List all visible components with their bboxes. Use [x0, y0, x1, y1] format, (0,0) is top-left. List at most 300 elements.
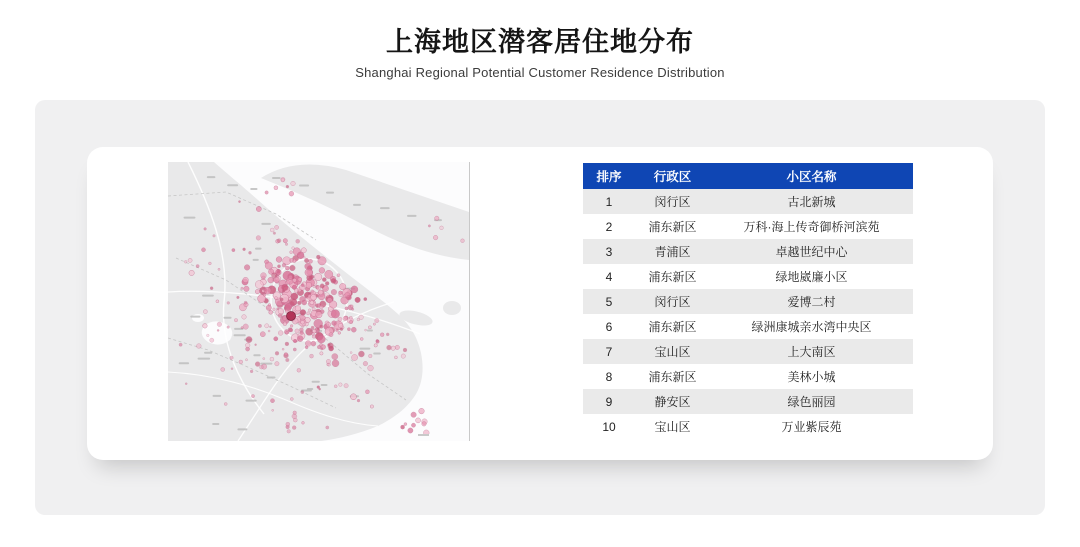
map-density-dot: [319, 305, 323, 309]
map-density-dot: [386, 333, 389, 336]
map-density-dot: [231, 368, 233, 370]
map-density-dot: [217, 329, 219, 331]
map-density-dot: [435, 216, 439, 220]
map-density-dot: [286, 185, 289, 188]
map-density-dot: [293, 339, 297, 343]
ranking-table: [583, 163, 913, 439]
map-density-dot: [275, 351, 279, 355]
map-density-dot: [316, 286, 320, 290]
map-town-label: [299, 184, 309, 186]
map-density-dot: [274, 337, 278, 341]
map-density-dot: [326, 322, 331, 327]
community-cell: 万业紫辰苑: [710, 414, 913, 439]
map-density-dot: [335, 329, 338, 332]
map-density-dot: [303, 256, 305, 258]
map-density-dot: [331, 289, 337, 295]
map-density-dot: [273, 308, 276, 311]
map-density-dot: [365, 390, 369, 394]
map-density-dot: [339, 291, 343, 295]
map-density-dot: [352, 308, 354, 310]
map-density-dot: [312, 332, 315, 335]
map-density-dot: [207, 334, 210, 337]
map-density-dot: [227, 302, 230, 305]
map-density-dot: [281, 178, 285, 182]
map-density-dot: [351, 394, 357, 400]
map-density-dot: [391, 346, 395, 350]
table-row: [583, 264, 913, 289]
map-density-dot: [290, 398, 293, 401]
map-hotspot-marker: [287, 312, 296, 321]
community-cell: 绿洲康城亲水湾中央区: [710, 314, 913, 339]
district-cell: 宝山区: [635, 414, 710, 439]
map-density-dot: [309, 259, 313, 263]
community-cell: 美林小城: [710, 364, 913, 389]
community-cell: 绿色丽园: [710, 389, 913, 414]
content-card: [87, 147, 993, 460]
map-density-dot: [256, 206, 261, 211]
map-town-label: [223, 317, 231, 319]
map-density-dot: [316, 312, 322, 318]
map-density-dot: [203, 324, 208, 329]
map-density-dot: [394, 356, 397, 359]
map-density-dot: [370, 405, 373, 408]
map-density-dot: [322, 278, 326, 282]
map-density-dot: [306, 297, 310, 301]
map-density-dot: [298, 277, 302, 281]
map-density-dot: [285, 342, 289, 346]
map-density-dot: [302, 325, 304, 327]
map-town-label: [250, 188, 257, 190]
map-density-dot: [401, 425, 405, 429]
community-cell: 万科·海上传奇御桥河滨苑: [710, 214, 913, 239]
page-title: 上海地区潜客居住地分布: [386, 27, 694, 57]
map-density-dot: [294, 288, 298, 292]
map-town-label: [227, 184, 238, 186]
map-density-dot: [218, 268, 220, 270]
map-density-dot: [300, 310, 306, 316]
map-density-dot: [188, 258, 192, 262]
map-pond: [192, 314, 204, 322]
map-density-dot: [184, 260, 187, 263]
map-town-label: [373, 353, 381, 355]
map-density-dot: [319, 388, 321, 390]
map-density-dot: [343, 316, 347, 320]
map-density-dot: [196, 344, 201, 349]
map-density-dot: [401, 354, 405, 358]
rank-cell: 8: [583, 364, 635, 389]
map-density-dot: [422, 422, 427, 427]
map-density-dot: [302, 421, 305, 424]
map-density-dot: [288, 275, 292, 279]
map-density-dot: [243, 248, 246, 251]
map-density-dot: [461, 239, 465, 243]
map-density-dot: [275, 225, 279, 229]
map-density-dot: [310, 301, 314, 305]
map-density-dot: [368, 326, 371, 329]
map-density-dot: [287, 430, 291, 434]
map-density-dot: [243, 324, 248, 329]
map-density-dot: [325, 282, 329, 286]
map-density-dot: [250, 370, 253, 373]
map-density-dot: [293, 418, 297, 422]
map-density-dot: [375, 318, 379, 322]
map-density-dot: [433, 235, 438, 240]
content-panel: [35, 100, 1045, 515]
rank-cell: 4: [583, 264, 635, 289]
map-density-dot: [275, 362, 279, 366]
rank-cell: 1: [583, 189, 635, 214]
map-density-dot: [301, 320, 305, 324]
map-town-label: [213, 395, 222, 397]
map-town-label: [207, 176, 216, 178]
map-density-dot: [347, 295, 352, 300]
map-density-dot: [330, 301, 337, 308]
district-cell: 静安区: [635, 389, 710, 414]
map-density-dot: [274, 297, 277, 300]
map-density-dot: [238, 201, 240, 203]
map-density-dot: [319, 268, 325, 274]
map-town-label: [204, 352, 212, 354]
map-density-dot: [416, 418, 421, 423]
map-density-dot: [326, 426, 329, 429]
district-cell: 浦东新区: [635, 314, 710, 339]
map-density-dot: [320, 325, 323, 328]
map-density-dot: [320, 352, 323, 355]
map-density-dot: [411, 412, 416, 417]
map-density-dot: [270, 228, 274, 232]
map-density-dot: [295, 329, 299, 333]
map-density-dot: [203, 310, 207, 314]
map-density-dot: [263, 288, 266, 291]
map-density-dot: [255, 362, 260, 367]
map-town-label: [407, 215, 417, 217]
map-density-dot: [305, 263, 311, 269]
map-density-dot: [270, 399, 274, 403]
map-density-dot: [301, 391, 304, 394]
map-density-dot: [411, 423, 415, 427]
community-cell: 上大南区: [710, 339, 913, 364]
map-density-dot: [255, 281, 263, 289]
map-density-dot: [277, 239, 281, 243]
map-density-dot: [338, 332, 341, 335]
map-density-dot: [351, 327, 356, 332]
map-density-dot: [419, 408, 425, 414]
map-density-dot: [358, 351, 364, 357]
map-density-dot: [256, 236, 261, 241]
map-density-dot: [305, 341, 311, 347]
map-density-dot: [285, 266, 289, 270]
map-density-dot: [316, 255, 320, 259]
map-density-dot: [179, 343, 182, 346]
map-density-dot: [297, 368, 301, 372]
map-density-dot: [241, 287, 244, 290]
map-density-dot: [245, 343, 250, 348]
map-density-dot: [283, 239, 287, 243]
map-density-dot: [290, 265, 296, 271]
map-density-dot: [337, 274, 340, 277]
table-row: [583, 189, 913, 214]
map-density-dot: [243, 277, 249, 283]
map-density-dot: [344, 384, 348, 388]
map-density-dot: [249, 251, 252, 254]
column-header-1: 行政区: [635, 163, 710, 189]
map-density-dot: [292, 426, 296, 430]
map-density-dot: [224, 403, 227, 406]
map-density-dot: [261, 273, 267, 279]
map-svg: [168, 162, 469, 441]
map-density-dot: [327, 363, 330, 366]
map-town-label: [237, 428, 247, 430]
map-density-dot: [310, 354, 314, 358]
community-cell: 绿地崴廉小区: [710, 264, 913, 289]
map-density-dot: [369, 354, 373, 358]
map-density-dot: [209, 262, 212, 265]
map-density-dot: [265, 191, 268, 194]
map-density-dot: [283, 322, 287, 326]
map-density-dot: [259, 365, 263, 369]
map-density-dot: [260, 332, 265, 337]
map-density-dot: [376, 340, 379, 343]
map-density-dot: [242, 315, 247, 320]
table-row: [583, 239, 913, 264]
map-density-dot: [239, 360, 243, 364]
map-density-dot: [297, 301, 301, 305]
map-density-dot: [347, 328, 350, 331]
map-density-dot: [268, 330, 270, 332]
map-density-dot: [286, 331, 289, 334]
map-town-label: [253, 354, 260, 356]
map-scale-mark: [418, 434, 429, 436]
map-density-dot: [305, 346, 308, 349]
community-cell: 古北新城: [710, 189, 913, 214]
map-density-dot: [428, 225, 430, 227]
map-density-dot: [403, 348, 407, 352]
map-town-label: [253, 259, 259, 261]
map-density-dot: [282, 290, 285, 293]
map-town-label: [272, 177, 281, 179]
map-density-dot: [273, 232, 276, 235]
rank-cell: 3: [583, 239, 635, 264]
map-density-dot: [244, 265, 250, 271]
map-density-dot: [241, 327, 243, 329]
table-row: [583, 289, 913, 314]
table-header-row: [583, 163, 913, 189]
table-row: [583, 364, 913, 389]
map-density-dot: [282, 263, 286, 267]
map-density-dot: [328, 343, 331, 346]
map-density-dot: [274, 186, 278, 190]
map-town-label: [190, 316, 200, 318]
map-density-dot: [263, 358, 265, 360]
map-density-dot: [196, 265, 199, 268]
map-density-dot: [308, 309, 311, 312]
map-density-dot: [216, 300, 219, 303]
district-cell: 浦东新区: [635, 264, 710, 289]
map-density-dot: [274, 277, 280, 283]
map-density-dot: [360, 338, 363, 341]
map-density-dot: [357, 399, 360, 402]
map-density-dot: [277, 308, 279, 310]
map-density-dot: [365, 329, 367, 331]
shanghai-density-map: [168, 162, 470, 441]
page-header: [0, 26, 1080, 80]
map-density-dot: [290, 251, 293, 254]
map-density-dot: [244, 301, 247, 304]
map-density-dot: [292, 247, 295, 250]
map-hengsha-island: [443, 301, 461, 315]
map-density-dot: [201, 248, 205, 252]
map-density-dot: [300, 331, 304, 335]
map-density-dot: [307, 312, 310, 315]
map-density-dot: [276, 257, 282, 263]
map-density-dot: [265, 324, 269, 328]
map-town-label: [184, 217, 196, 219]
map-density-dot: [332, 321, 337, 326]
map-density-dot: [277, 265, 280, 268]
map-town-label: [234, 334, 246, 336]
page-subtitle: Shanghai Regional Potential Customer Residence Distribution: [355, 65, 725, 80]
map-density-dot: [265, 262, 272, 269]
map-density-dot: [363, 361, 368, 366]
map-density-dot: [304, 258, 308, 262]
map-density-dot: [321, 348, 323, 350]
map-density-dot: [404, 423, 407, 426]
map-density-dot: [244, 286, 249, 291]
map-density-dot: [282, 348, 284, 350]
table-row: [583, 414, 913, 439]
map-density-dot: [350, 352, 352, 354]
map-density-dot: [301, 248, 306, 253]
map-density-dot: [255, 344, 257, 346]
map-density-dot: [364, 298, 367, 301]
map-density-dot: [269, 326, 271, 328]
map-density-dot: [338, 317, 342, 321]
map-density-dot: [290, 298, 297, 305]
map-density-dot: [278, 331, 283, 336]
map-density-dot: [349, 320, 352, 323]
map-density-dot: [251, 395, 254, 398]
map-density-dot: [332, 360, 339, 367]
map-density-dot: [349, 316, 352, 319]
map-density-dot: [373, 323, 375, 325]
rank-cell: 6: [583, 314, 635, 339]
map-density-dot: [227, 326, 230, 329]
map-town-label: [260, 363, 272, 365]
map-density-dot: [290, 258, 294, 262]
map-density-dot: [189, 270, 194, 275]
map-density-dot: [345, 307, 348, 310]
district-cell: 浦东新区: [635, 364, 710, 389]
map-density-dot: [210, 338, 214, 342]
map-town-label: [267, 376, 276, 378]
map-town-label: [367, 330, 373, 332]
map-density-dot: [329, 333, 333, 337]
map-density-dot: [286, 422, 290, 426]
map-density-dot: [255, 289, 259, 293]
map-density-dot: [276, 269, 282, 275]
map-density-dot: [278, 314, 282, 318]
rank-cell: 7: [583, 339, 635, 364]
map-density-dot: [293, 411, 297, 415]
table-row: [583, 339, 913, 364]
map-density-dot: [213, 235, 216, 238]
map-density-dot: [311, 326, 314, 329]
map-density-dot: [269, 310, 273, 314]
map-town-label: [326, 192, 334, 194]
map-density-dot: [352, 354, 358, 360]
map-town-label: [179, 362, 189, 364]
map-density-dot: [245, 359, 247, 361]
map-density-dot: [221, 368, 225, 372]
rank-cell: 2: [583, 214, 635, 239]
map-density-dot: [350, 305, 353, 308]
map-density-dot: [311, 341, 316, 346]
map-density-dot: [317, 328, 319, 330]
map-density-dot: [237, 296, 240, 299]
map-density-dot: [387, 345, 392, 350]
map-density-dot: [295, 305, 301, 311]
district-cell: 浦东新区: [635, 214, 710, 239]
map-density-dot: [311, 294, 317, 300]
map-density-dot: [230, 356, 234, 360]
map-density-dot: [355, 297, 360, 302]
community-cell: 爱博二村: [710, 289, 913, 314]
map-density-dot: [315, 273, 322, 280]
map-density-dot: [286, 358, 290, 362]
map-density-dot: [338, 323, 343, 328]
map-town-label: [359, 348, 370, 350]
map-density-dot: [317, 335, 325, 343]
map-density-dot: [266, 305, 271, 310]
map-density-dot: [234, 319, 237, 322]
district-cell: 青浦区: [635, 239, 710, 264]
map-density-dot: [374, 344, 377, 347]
map-density-dot: [331, 278, 336, 283]
map-density-dot: [258, 324, 261, 327]
map-density-dot: [293, 348, 296, 351]
map-density-dot: [210, 287, 213, 290]
map-density-dot: [332, 354, 338, 360]
map-density-dot: [217, 322, 222, 327]
map-density-dot: [289, 191, 294, 196]
district-cell: 闵行区: [635, 289, 710, 314]
rank-cell: 5: [583, 289, 635, 314]
column-header-0: 排序: [583, 163, 635, 189]
map-density-dot: [296, 239, 300, 243]
map-density-dot: [440, 226, 444, 230]
table-row: [583, 314, 913, 339]
map-town-label: [255, 248, 262, 250]
district-cell: 闵行区: [635, 189, 710, 214]
table-row: [583, 389, 913, 414]
map-density-dot: [368, 365, 374, 371]
map-density-dot: [289, 328, 293, 332]
map-density-dot: [380, 333, 384, 337]
community-cell: 卓越世纪中心: [710, 239, 913, 264]
map-density-dot: [291, 181, 296, 186]
map-town-label: [353, 204, 361, 206]
map-density-dot: [325, 270, 333, 278]
map-density-dot: [285, 243, 288, 246]
map-density-dot: [334, 385, 337, 388]
map-density-dot: [290, 325, 293, 328]
map-town-label: [261, 223, 271, 225]
map-density-dot: [270, 357, 274, 361]
table-row: [583, 214, 913, 239]
map-density-dot: [359, 315, 364, 320]
map-town-label: [312, 381, 320, 383]
rank-cell: 9: [583, 389, 635, 414]
